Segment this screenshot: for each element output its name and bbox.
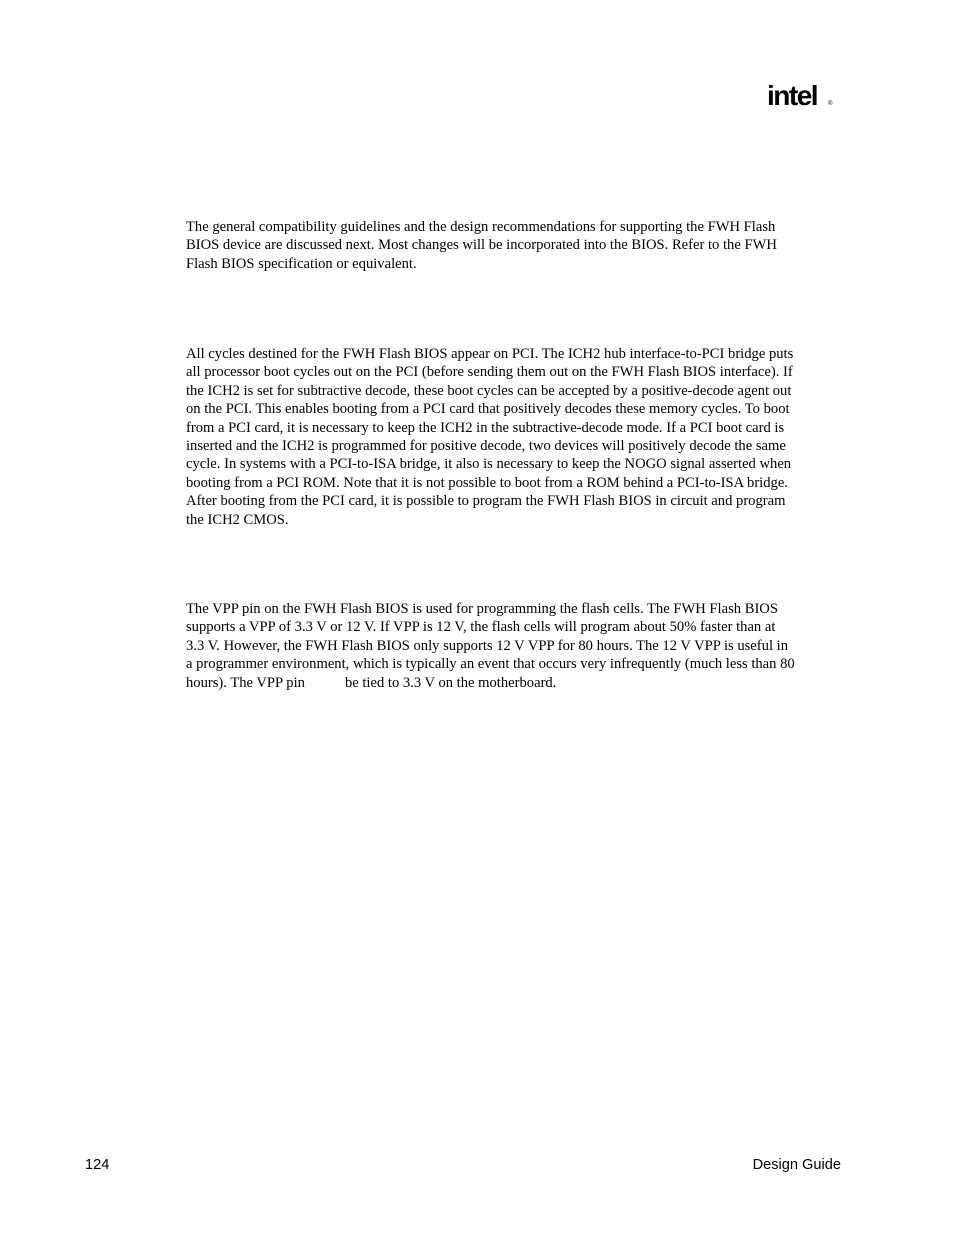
intel-logo [766,76,838,116]
text-line: a programmer environment, which is typically an event that occurs very infrequently (much less than 80 [186,656,795,673]
page-number: 124 [85,1157,110,1173]
intel-logo-text: intel [767,80,818,111]
text-line: 3.3 V. However, the FWH Flash BIOS only supports 12 V VPP for 80 hours. The 12 V VPP is useful in [186,637,788,654]
text-line: supports a VPP of 3.3 V or 12 V. If VPP is 12 V, the flash cells will program about 50% faster than at [186,619,776,636]
text-line: from a PCI card, it is necessary to keep the ICH2 in the subtractive-decode mode. If a PCI boot card is [186,419,785,436]
text-line: the ICH2 is set for subtractive decode, these boot cycles can be accepted by a positive-decode agent out [186,382,792,399]
text-line: The general compatibility guidelines and the design recommendations for supporting the FWH Flash [186,219,776,235]
paragraph-pci-boot-cycles [186,345,838,529]
text-line: After booting from the PCI card, it is possible to program the FWH Flash BIOS in circuit and program [186,493,786,510]
text-line: All cycles destined for the FWH Flash BIOS appear on PCI. The ICH2 hub interface-to-PCI bridge puts [186,346,794,362]
text-fragment: be tied to 3.3 V on the motherboard. [344,674,557,691]
text-line: booting from a PCI ROM. Note that it is not possible to boot from a ROM behind a PCI-to-ISA bridge. [186,474,788,491]
text-line: cycle. In systems with a PCI-to-ISA bridge, it also is necessary to keep the NOGO signal asserted when [186,456,792,473]
paragraph-fwh-compatibility [186,218,838,273]
paragraph-vpp-pin [186,600,838,692]
text-line: the ICH2 CMOS. [186,511,289,528]
text-line: The VPP pin on the FWH Flash BIOS is used for programming the flash cells. The FWH Flash BIOS [186,601,778,617]
text-line: on the PCI. This enables booting from a PCI card that positively decodes these memory cycles. To boot [186,401,790,418]
text-line: all processor boot cycles out on the PCI (before sending them out on the FWH Flash BIOS interface). If [186,364,793,381]
text-line: inserted and the ICH2 is programmed for positive decode, two devices will positively decode the same [186,438,786,455]
text-line: BIOS device are discussed next. Most changes will be incorporated into the BIOS. Refer to the FWH [186,237,777,254]
text-fragment: hours). The VPP pin [186,674,305,691]
intel-logo-mark: ® [828,101,833,107]
document-title: Design Guide [752,1157,841,1173]
text-line: Flash BIOS specification or equivalent. [186,255,417,272]
text-line-last [186,674,838,692]
